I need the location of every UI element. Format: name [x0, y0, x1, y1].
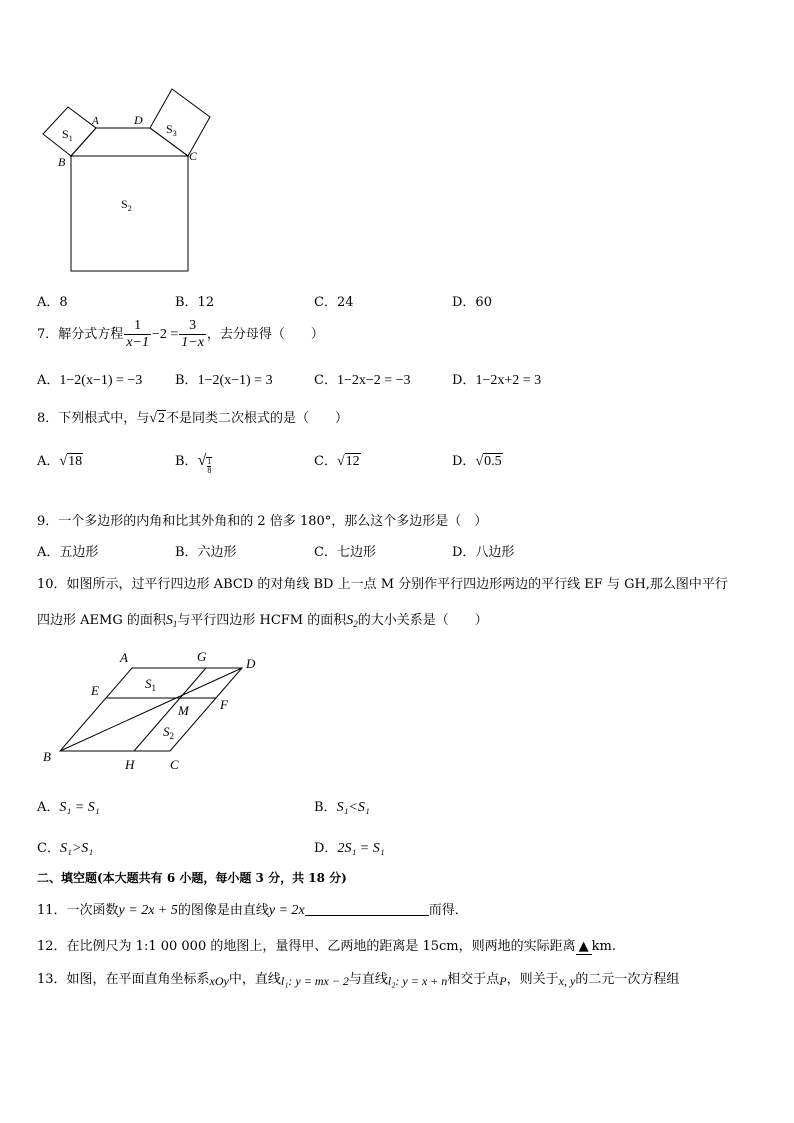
q6-option-c: C．24 — [314, 295, 354, 310]
label-g: G — [197, 649, 207, 664]
label-c: C — [170, 757, 179, 772]
label-c: C — [189, 149, 198, 163]
q10-option-b: B．S₁<S₁ — [314, 800, 370, 815]
q8-option-c: C．√12 — [314, 454, 360, 469]
q6-option-d: D．60 — [452, 295, 492, 310]
q6-option-b: B．12 — [175, 295, 215, 310]
q8-option-d: D．√0.5 — [452, 454, 502, 469]
q9-option-b: B．六边形 — [175, 545, 237, 560]
square-s3 — [150, 89, 210, 156]
question-11: 11．一次函数y = 2x + 5的图像是由直线y = 2x 而得． — [37, 903, 468, 918]
figure-parallelogram — [38, 645, 268, 775]
q8-sqrt-2: √2 — [149, 411, 165, 426]
q7-option-d: D．1−2x+2 = 3 — [452, 373, 542, 388]
square-s2 — [71, 156, 188, 271]
q7-fraction-2: $\frac{3}{1-x}$ — [181, 318, 204, 350]
q7-fraction-1: $\frac{1}{x-1}$ — [126, 318, 149, 350]
label-d: D — [246, 656, 256, 671]
q7-option-b: B．1−2(x−1) = 3 — [175, 373, 273, 388]
question-8 — [37, 407, 348, 427]
q8-option-b: B．√ $\frac{1}{8}$ — [175, 452, 212, 475]
label-d: D — [134, 113, 143, 127]
label-h: H — [125, 757, 135, 772]
label-b: B — [58, 155, 66, 169]
figure-squares — [38, 86, 218, 278]
q10-option-c: C．S₁>S₁ — [37, 841, 94, 856]
section-heading-fill-in: 二、填空题(本大题共有 6 小题，每小题 3 分，共 18 分) — [37, 871, 347, 885]
label-a: A — [120, 650, 128, 665]
q8-prefix: 8．下列根式中，与 — [37, 411, 150, 426]
square-s1 — [43, 107, 96, 156]
question-13: 13．如图，在平面直角坐标系xOy中，直线l₁: y = mx − 2与直线l₂: y = x + n相交于点P，则关于x, y的二元一次方程组 — [37, 972, 680, 988]
q7-option-c: C．1−2x−2 = −3 — [314, 373, 411, 388]
label-b: B — [43, 749, 51, 764]
label-m: M — [178, 703, 189, 718]
q7-option-a: A．1−2(x−1) = −3 — [37, 373, 143, 388]
q11-answer-blank[interactable] — [305, 903, 429, 916]
label-f: F — [220, 697, 228, 712]
q7-middle: −2 = — [151, 327, 179, 342]
q7-suffix: ，去分母得（ ） — [206, 327, 324, 342]
q9-option-d: D．八边形 — [452, 545, 515, 560]
label-e: E — [91, 683, 99, 698]
label-s3: $S_3$ — [166, 122, 177, 138]
label-s1: $S_1$ — [145, 676, 156, 693]
q6-option-a: A．8 — [37, 295, 68, 310]
label-a: A — [92, 115, 99, 127]
label-s1: $S_1$ — [62, 127, 73, 143]
q7-prefix: 7．解分式方程 — [37, 327, 124, 342]
label-s2: $S_2$ — [163, 724, 174, 741]
question-10-line-1: 10．如图所示，过平行四边形 ABCD 的对角线 BD 上一点 M 分别作平行四边形两边的平行线 EF 与 GH,那么图中平行 — [37, 577, 728, 592]
q9-option-a: A．五边形 — [37, 545, 99, 560]
q10-option-d: D．2S₁ = S₁ — [314, 841, 385, 856]
question-12: 12．在比例尺为 1:1 00 000 的地图上，量得甲、乙两地的距离是 15cm，则两地的实际距离 ▲ km. — [37, 939, 616, 954]
label-s2: $S_2$ — [121, 197, 132, 213]
question-7 — [37, 318, 324, 351]
question-9: 9．一个多边形的内角和比其外角和的 2 倍多 180°，那么这个多边形是（ ） — [37, 514, 488, 529]
q8-suffix: 不是同类二次根式的是（ ） — [165, 411, 348, 426]
q8-option-a: A．√18 — [37, 454, 83, 469]
q12-answer-blank[interactable]: ▲ — [576, 939, 592, 955]
question-10-line-2: 四边形 AEMG 的面积$S_1$与平行四边形 HCFM 的面积$S_2$的大小关系是（ ） — [37, 613, 488, 629]
q10-option-a: A．S₁ = S₁ — [37, 800, 100, 815]
q9-option-c: C．七边形 — [314, 545, 376, 560]
